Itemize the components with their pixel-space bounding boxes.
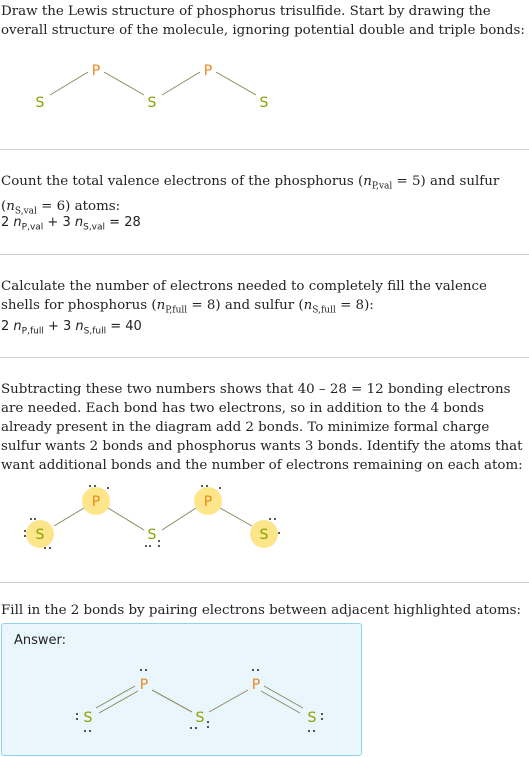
atom-s2: S (195, 710, 205, 726)
step4-text: Subtracting these two numbers shows that 40 – 28 = 12 bonding electrons are needed. Each bond has two electrons, so in addition to the 4 bonds already present in the diagram add 2 bonds. To minimize formal charge sulfur wants 2 bonds and phosphorus wants 3 bonds. Identify the atoms that want additional bonds and the number of electrons remaining on each atom: (1, 382, 523, 473)
atom-p2: P (203, 494, 213, 510)
atom-s1: S (35, 527, 45, 543)
valence-electron-equation: 2 $n_{P,val} + 3$ $n_{S,val} = 28$ (1, 215, 141, 233)
bond-s2-p2 (162, 72, 200, 95)
divider (0, 254, 529, 255)
atom-s2: S (147, 527, 157, 543)
atom-s3: S (259, 95, 269, 111)
bond-s1-p1 (50, 72, 88, 95)
step2-text: Count the total valence electrons of the phosphorus $(n_{P,val} = 5)$ and sulfur $(n_{S,val} = 6)$ atoms: (1, 174, 500, 217)
bond-p1-s2 (104, 72, 144, 95)
atom-p2: P (203, 63, 213, 79)
full-shell-equation: 2 $n_{P,full} + 3$ $n_{S,full} = 40$ (1, 319, 142, 337)
atom-s3: S (307, 710, 317, 726)
divider (0, 357, 529, 358)
atom-s3: S (259, 527, 269, 543)
skeleton-structure-diagram (0, 55, 320, 120)
atom-s1: S (35, 95, 45, 111)
bond-p2-s3 (216, 72, 256, 95)
atom-p1: P (139, 677, 149, 693)
final-lewis-structure (2, 624, 361, 755)
atom-p1: P (91, 494, 101, 510)
step1-text: Draw the Lewis structure of phosphorus trisulfide. Start by drawing the overall structure of the molecule, ignoring potential double and triple bonds: (1, 4, 525, 38)
atom-p2: P (251, 677, 261, 693)
atom-p1: P (91, 63, 101, 79)
answer-label: Answer: (14, 633, 67, 648)
step3-text: Calculate the number of electrons needed to completely fill the valence shells for phosphorus $(n_{P,full} = 8)$ and sulfur $(n_{S,full} = 8)$: (1, 279, 487, 316)
step5-text: Fill in the 2 bonds by pairing electrons between adjacent highlighted atoms: (1, 603, 522, 618)
divider (0, 149, 529, 150)
divider (0, 582, 529, 583)
atom-s2: S (147, 95, 157, 111)
atom-s1: S (83, 710, 93, 726)
highlighted-atoms-diagram (0, 478, 320, 558)
answer-box (1, 623, 362, 756)
